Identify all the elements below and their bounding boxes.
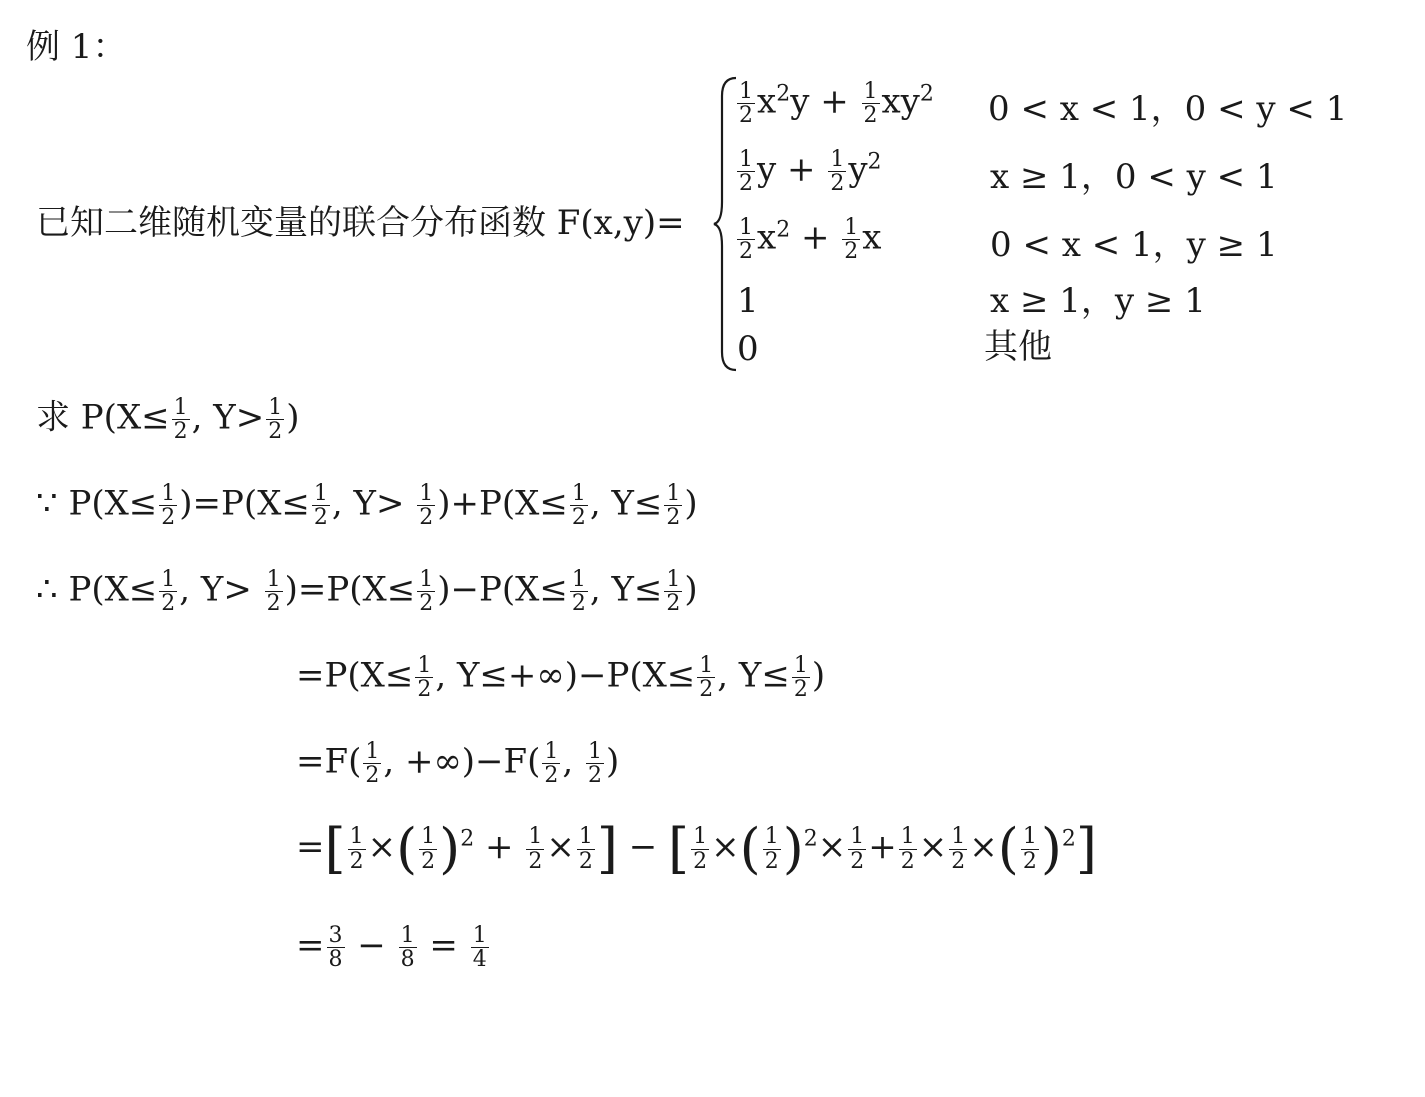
case-cond-4: x ≥ 1，y ≥ 1 bbox=[990, 281, 1206, 321]
step-4-result: = $\frac{3}{8}$ − $\frac{1}{8}$ = $\frac{1}{4}$ bbox=[296, 923, 487, 973]
example-label: 例 1： bbox=[26, 27, 127, 67]
case-expr-5: 0 bbox=[737, 329, 759, 369]
case-cond-2: x ≥ 1，0 < y < 1 bbox=[990, 157, 1278, 197]
step-2: =F( $\frac{1}{2}$ , +∞)−F( $\frac{1}{2}$ , $\frac{1}{2}$ ) bbox=[296, 739, 620, 789]
step-3: =[ $\frac{1}{2}$ ×( $\frac{1}{2}$ )$^2$ + $\frac{1}{2}$ × $\frac{1}{2}$ ] − [ $\frac{1}{2}$ ×( $\frac{1}{2}$ )$^2$× $\frac{1}{2}$ + $\frac{1}{2}$ × $\frac{1}{2}$ ×( $\frac{1}{2}$ )$^2$] bbox=[296, 817, 1097, 880]
case-cond-3: 0 < x < 1，y ≥ 1 bbox=[990, 225, 1278, 265]
step-1: =P(X≤ $\frac{1}{2}$ , Y≤+∞)−P(X≤ $\frac{1}{2}$ , Y≤ $\frac{1}{2}$ ) bbox=[296, 653, 826, 703]
case-expr-2: $\frac{1}{2}$ y + $\frac{1}{2}$ $y^2$ bbox=[739, 147, 882, 197]
case-expr-3: $\frac{1}{2}$ $x^2$ + $\frac{1}{2}$ x bbox=[739, 215, 882, 265]
therefore-line: ∴ P(X≤ $\frac{1}{2}$ , Y> $\frac{1}{2}$ )=P(X≤ $\frac{1}{2}$ )−P(X≤ $\frac{1}{2}$ , Y≤ $\frac{1}{2}$ ) bbox=[36, 567, 698, 617]
because-line: ∵ P(X≤ $\frac{1}{2}$ )=P(X≤ $\frac{1}{2}$ , Y> $\frac{1}{2}$ )+P(X≤ $\frac{1}{2}$ , Y≤ $\frac{1}{2}$ ) bbox=[36, 481, 698, 531]
case-expr-4: 1 bbox=[737, 281, 759, 321]
case-cond-5: 其他 bbox=[984, 327, 1052, 367]
case-cond-1: 0 < x < 1，0 < y < 1 bbox=[988, 89, 1348, 129]
given-statement: 已知二维随机变量的联合分布函数 F(x,y)= bbox=[36, 203, 685, 243]
question-line: 求 P(X≤ $\frac{1}{2}$ , Y> $\frac{1}{2}$ ) bbox=[36, 395, 300, 445]
case-expr-1: $\frac{1}{2}$ $x^2y$ + $\frac{1}{2}$ $xy^2$ bbox=[739, 79, 934, 129]
